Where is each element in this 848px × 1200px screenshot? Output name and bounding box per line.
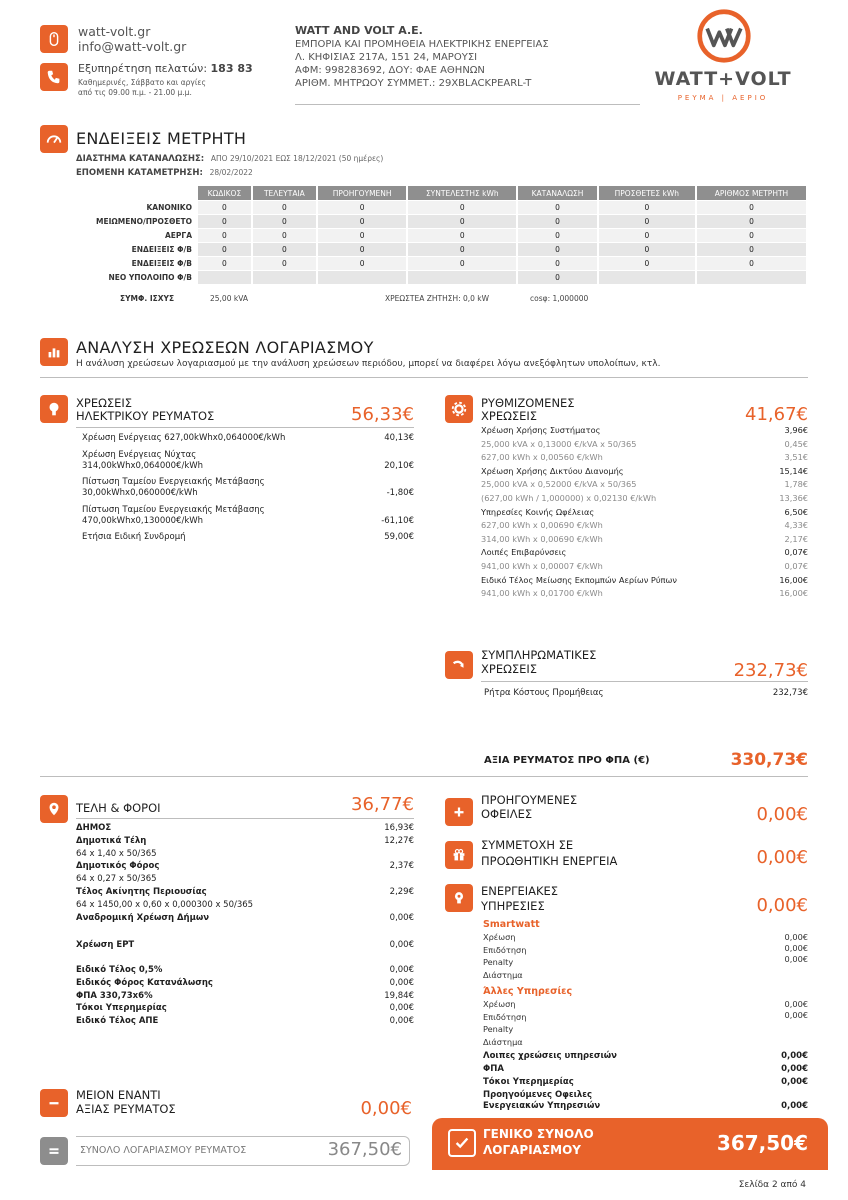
energy-services-title-2: ΥΠΗΡΕΣΙΕΣ: [481, 899, 545, 913]
service-item-label: Χρέωση: [483, 999, 516, 1009]
analysis-subtitle: Η ανάλυση χρεώσεων λογαριασμού με την ανάλυση χρεώσεων περιόδου, μπορεί να διαφέρει λόγω ανεξόφλητων υπολοίπων, κτλ.: [76, 359, 661, 369]
meter-cell: 0: [518, 257, 596, 270]
period-value: ΑΠΟ 29/10/2021 ΕΩΣ 18/12/2021 (50 ημέρες): [210, 154, 384, 163]
meter-cell: 0: [408, 229, 516, 242]
pre-vat-divider: [40, 776, 808, 777]
plus-icon: [445, 798, 473, 826]
summary-label: Λοιπες χρεώσεις υπηρεσιών: [483, 1051, 617, 1061]
meter-row: [78, 257, 806, 270]
meter-cell: 0: [697, 229, 806, 242]
energy-service-summary-row: [483, 1064, 808, 1075]
gear-icon: [445, 395, 473, 423]
tax-item-value: 16,93€: [384, 823, 414, 833]
electric-item-label: Ετήσια Ειδική Συνδρομή: [82, 532, 186, 542]
location-pin-icon: [40, 795, 68, 823]
regulated-item-value: 2,17€: [784, 533, 808, 544]
next-reading-value: 28/02/2022: [209, 168, 253, 177]
meter-cell: 0: [318, 229, 406, 242]
tax-item: [76, 836, 414, 847]
electric-item-label: Χρέωση Ενέργειας 627,00kWhx0,064000€/kWh: [82, 433, 286, 443]
support-hours-1: Καθημερινές, Σάββατο και αργίες: [78, 78, 206, 87]
ert-value: 0,00€: [389, 940, 414, 950]
regulated-item: [481, 493, 808, 504]
meter-row-label: ΝΕΟ ΥΠΟΛΟΙΠΟ Φ/Β: [108, 273, 192, 282]
electric-item: [82, 532, 414, 543]
previous-debts-title-2: ΟΦΕΙΛΕΣ: [481, 807, 533, 821]
smartwatt-title: Smartwatt: [483, 919, 540, 930]
regulated-item: [481, 452, 808, 463]
meter-cell: 0: [318, 257, 406, 270]
summary-value: 0,00€: [781, 1051, 808, 1061]
minus-title-2: ΑΞΙΑΣ ΡΕΥΜΑΤΟΣ: [76, 1102, 176, 1116]
energy-service-summary-row: [483, 1051, 808, 1062]
email[interactable]: info@watt-volt.gr: [78, 39, 187, 54]
meter-cell: [408, 271, 516, 284]
logo-text: WATT+VOLT: [654, 68, 792, 90]
prev-energy-services-value: 0,00€: [781, 1101, 808, 1111]
tax-item: [76, 1003, 414, 1014]
website[interactable]: watt-volt.gr: [78, 24, 151, 39]
tax-item-value: 2,29€: [389, 887, 414, 897]
regulated-item: [481, 561, 808, 572]
company-line2: Λ. ΚΗΦΙΣΙΑΣ 217Α, 151 24, ΜΑΡΟΥΣΙ: [295, 52, 478, 63]
regulated-item-value: 16,00€: [779, 574, 808, 585]
company-line4: ΑΡΙΘΜ. ΜΗΤΡΩΟΥ ΣΥΜΜΕΤ.: 29XBLACKPEARL-T: [295, 78, 532, 89]
meter-cell: 0: [198, 257, 251, 270]
supplementary-title-1: ΣΥΜΠΛΗΡΩΜΑΤΙΚΕΣ: [481, 648, 597, 662]
meter-cell: 0: [408, 243, 516, 256]
tax-item-label: ΦΠΑ 330,73x6%: [76, 990, 153, 1001]
electric-item: [82, 505, 414, 527]
arrow-turn-icon: [445, 651, 473, 679]
energy-services-title-1: ΕΝΕΡΓΕΙΑΚΕΣ: [481, 884, 559, 898]
regulated-item: [481, 425, 808, 436]
pre-vat-label: ΑΞΙΑ ΡΕΥΜΑΤΟΣ ΠΡΟ ΦΠΑ (€): [484, 755, 650, 766]
regulated-item-label: (627,00 kWh / 1,000000) x 0,02130 €/kWh: [481, 493, 657, 503]
electric-divider: [76, 427, 414, 428]
electric-item-value: 59,00€: [384, 532, 414, 542]
meter-row: [78, 271, 806, 284]
tax-item-value: 0,00€: [389, 977, 414, 988]
grand-total-value: 367,50€: [716, 1131, 808, 1155]
tax-item: [76, 965, 414, 976]
meter-cell: 0: [318, 201, 406, 214]
col-consumption: ΚΑΤΑΝΑΛΩΣΗ: [518, 186, 596, 200]
tax-item-value: 0,00€: [389, 1016, 414, 1027]
renewable-total: 0,00€: [756, 847, 808, 868]
electric-item: [82, 450, 414, 472]
meter-cell: 0: [518, 215, 596, 228]
renewable-title-1: ΣΥΜΜΕΤΟΧΗ ΣΕ: [481, 838, 574, 852]
tax-item-value: 12,27€: [384, 835, 414, 846]
lightbulb-gear-icon: [445, 884, 473, 912]
meter-cell: 0: [697, 243, 806, 256]
regulated-item: [481, 439, 808, 450]
logo-sub-left: ΡΕΥΜΑ: [677, 94, 717, 102]
meter-cell: 0: [253, 201, 316, 214]
tax-item-label: 64 x 0,27 x 50/365: [76, 874, 157, 885]
phone-icon: [40, 63, 68, 91]
summary-value: 0,00€: [781, 1063, 808, 1074]
taxes-title: ΤΕΛΗ & ΦΟΡΟΙ: [76, 801, 161, 815]
electric-item-label: Πίστωση Ταμείου Ενεργειακής Μετάβασης: [82, 477, 265, 487]
meter-cell: 0: [253, 243, 316, 256]
tax-item-label: 64 x 1450,00 x 0,60 x 0,000300 x 50/365: [76, 899, 254, 910]
regulated-item: [481, 520, 808, 531]
support-number[interactable]: 183 83: [210, 62, 253, 75]
prev-energy-services-label-1: Προηγούμενες Οφειλες: [483, 1090, 593, 1100]
meter-cell: 0: [599, 215, 695, 228]
company-line1: ΕΜΠΟΡΙΑ ΚΑΙ ΠΡΟΜΗΘΕΙΑ ΗΛΕΚΤΡΙΚΗΣ ΕΝΕΡΓΕΙΑΣ: [295, 39, 549, 50]
summary-label: ΦΠΑ: [483, 1063, 504, 1074]
electric-item-value: -61,10€: [381, 515, 414, 526]
meter-cell: 0: [318, 243, 406, 256]
regulated-item-label: 941,00 kWh x 0,01700 €/kWh: [481, 588, 603, 599]
regulated-item: [481, 507, 808, 518]
regulated-item-label: Χρέωση Χρήσης Συστήματος: [481, 425, 601, 435]
meter-cell: 0: [697, 201, 806, 214]
meter-table: [76, 185, 808, 285]
logo: WATT+VOLT ΡΕΥΜΑ | ΑΕΡΙΟ: [638, 8, 808, 108]
meter-cell: 0: [599, 257, 695, 270]
meter-cell: [318, 271, 406, 284]
service-item-label: Χρέωση: [483, 932, 516, 942]
meter-cell: 0: [408, 201, 516, 214]
regulated-item-value: 4,33€: [784, 520, 808, 531]
electric-item-value: -1,80€: [386, 488, 414, 498]
regulated-item-label: Λοιπές Επιβαρύνσεις: [481, 547, 567, 558]
tax-item: [76, 900, 414, 911]
minus-total: 0,00€: [360, 1098, 412, 1119]
tax-item: [76, 887, 414, 898]
pre-vat-value: 330,73€: [730, 750, 808, 770]
service-item-value: 0,00€: [784, 1010, 808, 1020]
ert-label: Χρέωση ΕΡΤ: [76, 940, 135, 950]
tax-item: [76, 874, 414, 885]
meter-cell: [198, 271, 251, 284]
supplementary-divider: [481, 681, 808, 682]
regulated-item-value: 16,00€: [779, 588, 808, 599]
regulated-item-label: 314,00 kWh x 0,00690 €/kWh: [481, 533, 603, 544]
regulated-item: [481, 575, 808, 586]
meter-cell: 0: [198, 215, 251, 228]
regulated-item-label: 25,000 kVA x 0,52000 €/kVA x 50/365: [481, 479, 637, 490]
analysis-divider: [40, 377, 808, 378]
electric-item-label: Χρέωση Ενέργειας Νύχτας: [82, 449, 197, 460]
tax-item-label: Ειδικό Τέλος 0,5%: [76, 965, 163, 975]
meter-cell: 0: [599, 229, 695, 242]
regulated-title-1: ΡΥΘΜΙΖΟΜΕΝΕΣ: [481, 396, 575, 410]
sum-value: 367,50€: [327, 1139, 402, 1160]
meter-row: [78, 215, 806, 228]
tax-item-label: Τόκοι Υπερημερίας: [76, 1003, 167, 1014]
electric-total: 56,33€: [351, 404, 414, 425]
regulated-item-label: 941,00 kWh x 0,00007 €/kWh: [481, 561, 603, 571]
meter-cell: 0: [198, 243, 251, 256]
meter-cell: 0: [599, 243, 695, 256]
next-reading-label: ΕΠΟΜΕΝΗ ΚΑΤΑΜΕΤΡΗΣΗ:: [76, 168, 203, 178]
regulated-item-label: Υπηρεσίες Κοινής Ωφέλειας: [481, 506, 595, 517]
lightbulb-icon: [40, 395, 68, 423]
renewable-title-2: ΠΡΟΩΘΗΤΙΚΗ ΕΝΕΡΓΕΙΑ: [481, 854, 618, 868]
meter-row: [78, 243, 806, 256]
meter-cell: 0: [518, 243, 596, 256]
meter-cell: 0: [408, 215, 516, 228]
tax-item: [76, 861, 414, 872]
summary-label: Τόκοι Υπερημερίας: [483, 1076, 574, 1087]
analysis-title: ΑΝΑΛΥΣΗ ΧΡΕΩΣΕΩΝ ΛΟΓΑΡΙΑΣΜΟΥ: [76, 338, 374, 357]
period-label: ΔΙΑΣΤΗΜΑ ΚΑΤΑΝΑΛΩΣΗΣ:: [76, 154, 205, 164]
col-code: ΚΩΔΙΚΟΣ: [198, 186, 251, 200]
regulated-title-2: ΧΡΕΩΣΕΙΣ: [481, 409, 538, 423]
regulated-item-value: 15,14€: [779, 465, 808, 476]
regulated-item-value: 6,50€: [784, 506, 808, 517]
electric-item-detail: 470,00kWhx0,130000€/kWh: [82, 515, 204, 526]
regulated-item-value: 0,07€: [784, 561, 808, 571]
regulated-item-value: 3,51€: [784, 452, 808, 463]
regulated-item-value: 0,07€: [784, 547, 808, 558]
regulated-item-value: 0,45€: [784, 438, 808, 449]
electric-title-1: ΧΡΕΩΣΕΙΣ: [76, 396, 133, 410]
regulated-item-value: 1,78€: [784, 479, 808, 490]
electric-item-label: Πίστωση Ταμείου Ενεργειακής Μετάβασης: [82, 504, 265, 515]
meter-cell: 0: [253, 257, 316, 270]
service-item-label: Διάστημα: [483, 1036, 523, 1047]
contract-label: ΣΥΜΦ. ΙΣΧΥΣ: [120, 294, 175, 303]
check-icon: [448, 1129, 476, 1157]
col-extra-kwh: ΠΡΟΣΘΕΤΕΣ kWh: [599, 186, 695, 200]
meter-cell: 0: [599, 201, 695, 214]
electric-item-value: 40,13€: [384, 433, 414, 443]
meter-row-label: ΜΕΙΩΜΕΝΟ/ΠΡΟΣΘΕΤΟ: [96, 217, 192, 226]
service-item-label: Penalty: [483, 1024, 514, 1035]
page-number: Σελίδα 2 από 4: [738, 1180, 806, 1190]
meter-cell: 0: [253, 215, 316, 228]
summary-value: 0,00€: [781, 1076, 808, 1087]
tax-item: [76, 823, 414, 834]
regulated-item: [481, 479, 808, 490]
other-services-title: Άλλες Υπηρεσίες: [483, 986, 573, 997]
supplementary-title-2: ΧΡΕΩΣΕΙΣ: [481, 662, 538, 676]
company-name: WATT AND VOLT A.E.: [295, 24, 423, 37]
tax-item-label: Τέλος Ακίνητης Περιουσίας: [76, 887, 207, 897]
meter-cell: 0: [318, 215, 406, 228]
service-item-value: 0,00€: [784, 999, 808, 1009]
service-item-label: Επιδότηση: [483, 944, 527, 955]
service-item-label: Penalty: [483, 957, 514, 968]
regulated-item-label: 627,00 kWh x 0,00690 €/kWh: [481, 520, 603, 531]
electric-item-value: 20,10€: [384, 460, 414, 471]
meter-row-label: ΕΝΔΕΙΞΕΙΣ Φ/Β: [131, 245, 192, 254]
service-item-value: 0,00€: [784, 932, 808, 942]
header-divider: [295, 104, 640, 105]
meter-row-label: ΕΝΔΕΙΞΕΙΣ Φ/Β: [131, 259, 192, 268]
regulated-item-value: 13,36€: [779, 493, 808, 503]
meter-cell: 0: [518, 271, 596, 284]
regulated-item-label: 25,000 kVA x 0,13000 €/kVA x 50/365: [481, 438, 637, 449]
regulated-item-label: 627,00 kWh x 0,00560 €/kWh: [481, 452, 603, 463]
previous-debts-title-1: ΠΡΟΗΓΟΥΜΕΝΕΣ: [481, 793, 578, 807]
tax-item: [76, 1016, 414, 1027]
logo-mark-icon: [696, 8, 752, 64]
regulated-item: [481, 466, 808, 477]
meter-cell: 0: [408, 257, 516, 270]
tax-item-value: 2,37€: [389, 861, 414, 872]
meter-cell: 0: [518, 229, 596, 242]
prev-energy-services-label-2: Ενεργειακών Υπηρεσιών: [483, 1101, 601, 1111]
electric-item: [82, 433, 414, 444]
electric-item-detail: 314,00kWhx0,064000€/kWh: [82, 460, 204, 471]
electric-title-2: ΗΛΕΚΤΡΙΚΟΥ ΡΕΥΜΑΤΟΣ: [76, 409, 215, 423]
tax-item-label: Δημοτικά Τέλη: [76, 835, 147, 846]
taxes-divider: [76, 818, 414, 819]
taxes-total: 36,77€: [351, 794, 414, 815]
tax-item-label: 64 x 1,40 x 50/365: [76, 848, 157, 859]
regulated-item-value: 3,96€: [784, 425, 808, 435]
service-item-label: Επιδότηση: [483, 1011, 527, 1022]
tax-item-label: Ειδικός Φόρος Κατανάλωσης: [76, 977, 213, 988]
supplementary-total: 232,73€: [733, 660, 808, 681]
meter-row-label: ΚΑΝΟΝΙΚΟ: [146, 203, 192, 212]
meter-cell: 0: [697, 257, 806, 270]
meter-title: ΕΝΔΕΙΞΕΙΣ ΜΕΤΡΗΤΗ: [76, 129, 247, 148]
regulated-item-label: Ειδικό Τέλος Μείωσης Εκπομπών Αερίων Ρύπων: [481, 574, 677, 585]
support-label: Εξυπηρέτηση πελατών:: [78, 62, 208, 75]
regulated-item: [481, 588, 808, 599]
tax-item-label: ΔΗΜΟΣ: [76, 823, 112, 833]
meter-row-label: ΑΕΡΓΑ: [164, 231, 192, 240]
supply-cost-clause-value: 232,73€: [772, 688, 808, 698]
energy-services-total: 0,00€: [756, 895, 808, 916]
equals-icon: [40, 1137, 68, 1165]
electric-item: [82, 477, 414, 499]
regulated-item-label: Χρέωση Χρήσης Δικτύου Διανομής: [481, 465, 624, 476]
gift-icon: [445, 841, 473, 869]
energy-service-summary-row: [483, 1077, 808, 1088]
tax-item-value: 0,00€: [389, 965, 414, 975]
meter-row: [78, 201, 806, 214]
meter-cell: 0: [697, 215, 806, 228]
tax-item-label: Ειδικό Τέλος ΑΠΕ: [76, 1016, 159, 1027]
grand-total-title-1: ΓΕΝΙΚΟ ΣΥΝΟΛΟ: [483, 1127, 594, 1141]
meter-cell: 0: [198, 201, 251, 214]
company-line3: ΑΦΜ: 998283692, ΔΟΥ: ΦΑΕ ΑΘΗΝΩΝ: [295, 65, 485, 76]
logo-sub-right: ΑΕΡΙΟ: [732, 94, 769, 102]
tax-item: [76, 849, 414, 860]
cosphi: cosφ: 1,000000: [530, 294, 589, 303]
col-factor: ΣΥΝΤΕΛΕΣΤΗΣ kWh: [408, 186, 516, 200]
col-last: ΤΕΛΕΥΤΑΙΑ: [253, 186, 316, 200]
tax-item-label: Αναδρομική Χρέωση Δήμων: [76, 912, 210, 923]
tax-item: [76, 978, 414, 989]
tax-item: [76, 991, 414, 1002]
regulated-item: [481, 534, 808, 545]
meter-cell: 0: [518, 201, 596, 214]
supply-cost-clause-label: Ρήτρα Κόστους Προμήθειας: [484, 688, 604, 698]
col-previous: ΠΡΟΗΓΟΥΜΕΝΗ: [318, 186, 406, 200]
minus-title-1: ΜΕΙΟΝ ΕΝΑΝΤΙ: [76, 1088, 161, 1102]
tax-item-value: 0,00€: [389, 912, 414, 923]
meter-row: [78, 229, 806, 242]
electric-item-detail: 30,00kWhx0,060000€/kWh: [82, 488, 198, 498]
grand-total-title-2: ΛΟΓΑΡΙΑΣΜΟΥ: [483, 1143, 581, 1157]
meter-cell: [599, 271, 695, 284]
bar-chart-icon: [40, 338, 68, 366]
contract-value: 25,00 kVA: [210, 294, 248, 303]
gauge-icon: [40, 125, 68, 153]
meter-cell: [253, 271, 316, 284]
minus-icon: [40, 1089, 68, 1117]
meter-cell: 0: [253, 229, 316, 242]
tax-item-value: 19,84€: [384, 990, 414, 1001]
tax-item: [76, 913, 414, 924]
mouse-icon: [40, 25, 68, 53]
service-item-value: 0,00€: [784, 954, 808, 964]
meter-cell: [697, 271, 806, 284]
tax-item-label: Δημοτικός Φόρος: [76, 861, 160, 872]
col-meter-number: ΑΡΙΘΜΟΣ ΜΕΤΡΗΤΗ: [697, 186, 806, 200]
service-item-label: Διάστημα: [483, 969, 523, 980]
tax-item-value: 0,00€: [389, 1003, 414, 1014]
support-hours-2: από τις 09.00 π.μ. - 21.00 μ.μ.: [78, 88, 192, 97]
sum-label: ΣΥΝΟΛΟ ΛΟΓΑΡΙΑΣΜΟΥ ΡΕΥΜΑΤΟΣ: [80, 1145, 247, 1156]
chargeable-demand: ΧΡΕΩΣΤΕΑ ΖΗΤΗΣΗ: 0,0 kW: [385, 294, 490, 303]
service-item-value: 0,00€: [784, 943, 808, 953]
meter-cell: 0: [198, 229, 251, 242]
regulated-total: 41,67€: [745, 404, 808, 425]
previous-debts-total: 0,00€: [756, 804, 808, 825]
regulated-item: [481, 547, 808, 558]
